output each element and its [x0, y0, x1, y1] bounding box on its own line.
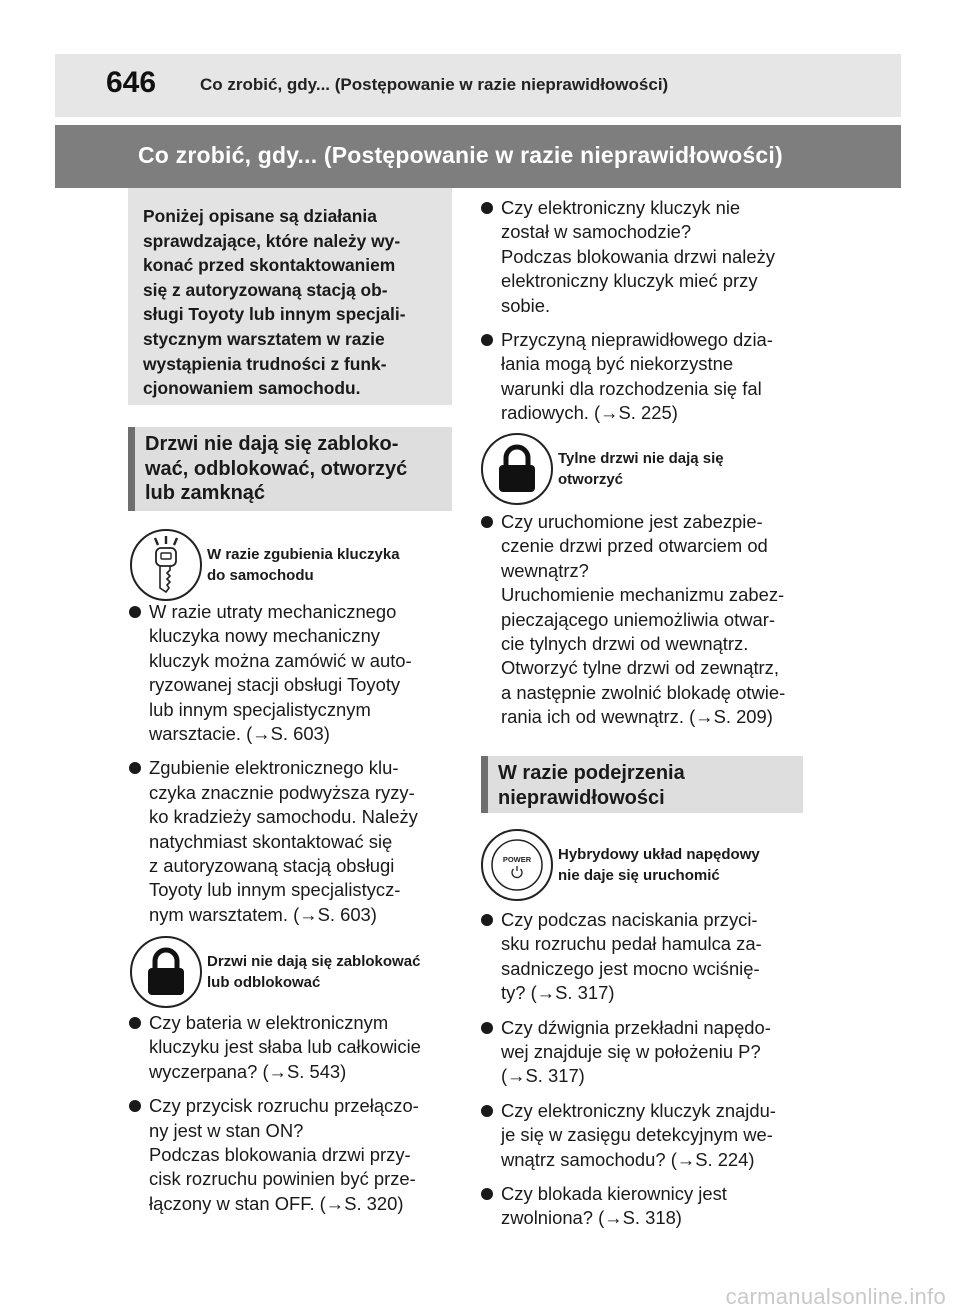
bullet-icon: [129, 606, 141, 618]
intro-line: konać przed skontaktowaniem: [143, 255, 396, 276]
section-title: Co zrobić, gdy... (Postępowanie w razie nieprawidłowości): [138, 142, 783, 168]
list-item: Czy blokada kierownicy jest zwolniona? (→S. 318): [481, 1182, 811, 1231]
list-item: Czy podczas naciskania przyci- sku rozruchu pedał hamulca za- sadniczego jest mocno wciśnię- ty? (→S. 317): [481, 908, 811, 1006]
icon-row-rear-doors: [481, 433, 724, 505]
heading-line: wać, odblokować, otworzyć: [145, 457, 408, 480]
intro-line: stycznym warsztatem w razie: [143, 328, 385, 349]
intro-line: się z autoryzowaną stacją ob-: [143, 279, 388, 300]
heading-line: nieprawidłowości: [498, 786, 665, 809]
section-heading-doors: [128, 427, 452, 511]
running-header-title: Co zrobić, gdy... (Postępowanie w razie nieprawidłowości): [200, 75, 669, 94]
padlock-icon: [130, 936, 202, 1008]
icon-row-lock: [130, 936, 420, 1008]
list-item: Czy elektroniczny kluczyk znajdu- je się w zasięgu detekcyjnym we- wnątrz samochodu? (→S. 224): [481, 1099, 811, 1172]
list-item: Czy bateria w elektronicznym kluczyku jest słaba lub całkowicie wyczerpana? (→S. 543): [129, 1011, 459, 1084]
section-heading-suspect: [481, 756, 803, 813]
heading-line: W razie podejrzenia: [498, 762, 685, 784]
watermark: carmanualsonline.info: [725, 1284, 946, 1309]
list-item: Czy elektroniczny kluczyk nie został w samochodzie? Podczas blokowania drzwi należy elektroniczny kluczyk mieć przy sobie.: [481, 196, 811, 318]
list-item: Przyczyną nieprawidłowego dzia- łania mogą być niekorzystne warunki dla rozchodzenia się fal radiowych. (→S. 225): [481, 328, 811, 426]
icon-label-lost-key: W razie zgubienia kluczyka do samochodu: [207, 546, 400, 584]
key-icon: [130, 529, 202, 601]
icon-label-power: Hybrydowy układ napędowy nie daje się uruchomić: [558, 846, 760, 884]
list-item: Czy przycisk rozruchu przełączo- ny jest w stan ON? Podczas blokowania drzwi przy- cisk rozruchu powinien być prze- łączony w stan OFF. (→S. 320): [129, 1094, 459, 1216]
heading-line: lub zamknąć: [145, 482, 266, 504]
bullet-list-rear-doors: [481, 510, 811, 740]
bullet-list-lock: [129, 1011, 459, 1226]
power-button-text: POWER: [502, 855, 532, 864]
icon-row-power: [481, 829, 760, 901]
bullet-icon: [481, 1188, 493, 1200]
heading-line: Drzwi nie dają się zabloko-: [145, 433, 399, 455]
list-item: Zgubienie elektronicznego klu- czyka znacznie podwyższa ryzy- ko kradzieży samochodu. Należy natychmiast skontaktować się z autoryzowaną stacją obsługi Toyoty lub innym specjalistycz- nym warsztatem. (→S. 603): [129, 756, 459, 927]
intro-box: [128, 188, 452, 405]
page-number: 646: [106, 66, 157, 99]
intro-line: Poniżej opisane są działania: [143, 206, 377, 226]
icon-row-lost-key: [130, 529, 400, 601]
list-item: W razie utraty mechanicznego kluczyka nowy mechaniczny kluczyk można zamówić w auto- ryzowanej stacji obsługi Toyoty lub innym specjalistycznym warsztacie. (→S. 603): [129, 600, 459, 746]
bullet-list-power: [481, 908, 811, 1241]
section-title-band: [55, 125, 901, 188]
bullet-icon: [481, 1105, 493, 1117]
bullet-icon: [481, 202, 493, 214]
list-item: Czy dźwignia przekładni napędo- wej znajduje się w położeniu P? (→S. 317): [481, 1016, 811, 1089]
padlock-icon: [481, 433, 553, 505]
bullet-icon: [129, 762, 141, 774]
intro-line: wystąpienia trudności z funk-: [143, 353, 387, 374]
intro-line: sługi Toyoty lub innym specjali-: [143, 304, 406, 325]
bullet-list-lost-key: [129, 600, 459, 937]
bullet-icon: [481, 914, 493, 926]
bullet-icon: [129, 1017, 141, 1029]
bullet-list-right-top: [481, 196, 811, 436]
list-item: Czy uruchomione jest zabezpie- czenie drzwi przed otwarciem od wewnątrz? Uruchomienie mechanizmu zabez- pieczającego uniemożliwia otwar- cie tylnych drzwi od wewnątrz. Otworzyć tylne drzwi od zewnątrz, a następnie zwolnić blokadę otwie- rania ich od wewnątrz. (→S. 209): [481, 510, 811, 730]
icon-label-lock: Drzwi nie dają się zablokować lub odblokować: [207, 953, 421, 991]
icon-label-rear-doors: Tylne drzwi nie dają się otworzyć: [558, 450, 724, 488]
bullet-icon: [129, 1100, 141, 1112]
bullet-icon: [481, 516, 493, 528]
running-header-bar: [55, 54, 901, 117]
bullet-icon: [481, 1022, 493, 1034]
bullet-icon: [481, 334, 493, 346]
intro-line: cjonowaniem samochodu.: [143, 378, 361, 399]
intro-line: sprawdzające, które należy wy-: [143, 230, 401, 251]
power-button-icon: [481, 829, 553, 901]
